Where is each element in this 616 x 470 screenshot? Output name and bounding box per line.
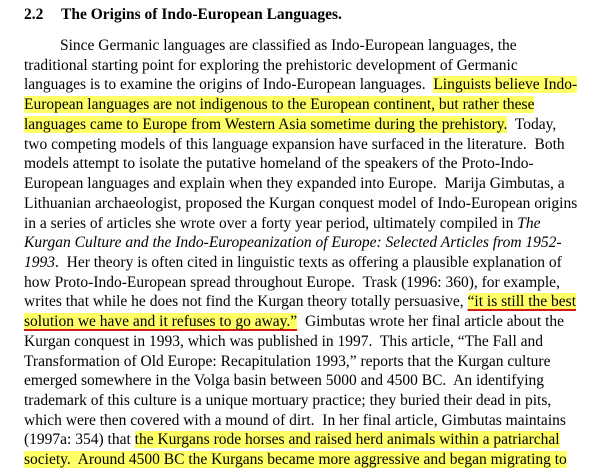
text-line [24,450,567,470]
text-segment: in a series of articles she wrote over a forty year period, ultimately compiled in [24,214,518,232]
text-segment: Lithuanian archaeologist, proposed the Kurgan conquest model of Indo-European origins [24,194,578,212]
text-line [24,371,544,391]
text-line [24,115,556,135]
text-line [60,36,517,56]
text-line [24,135,565,155]
highlighted-text: European languages are not indigenous to the European continent, but rather these [24,96,535,114]
text-segment: which were then covered with a mound of dirt. In her final article, Gimbutas maintains [24,411,566,429]
highlighted-text: “it is still the best [467,293,577,311]
text-line [24,411,566,431]
text-line [24,312,564,332]
text-segment: Kurgan conquest in 1993, which was published in 1997. This article, “The Fall and [24,332,544,350]
text-segment: traditional starting point for exploring the prehistoric development of Germanic [24,56,518,74]
text-segment: The [517,214,541,232]
text-segment: Transformation of Old Europe: Recapitulation 1993,” reports that the Kurgan culture [24,352,551,370]
text-segment: trademark of this culture is a unique mortuary practice; they buried their dead in pits, [24,392,552,409]
text-line [24,292,576,312]
highlighted-text: society. Around 4500 BC the Kurgans became more aggressive and began migrating to [24,451,567,469]
text-line [24,332,543,352]
text-segment: two competing models of this language expansion have surfaced in the literature. Both [24,135,565,153]
text-segment: emerged somewhere in the Volga basin between 5000 and 4500 BC. An identifying [24,372,545,390]
text-segment: (1997a: 354) that [24,431,135,449]
text-line [24,194,577,214]
text-line [24,273,560,293]
text-segment: Kurgan Culture and the Indo-Europeanization of Europe: Selected Articles from 1952- [24,234,562,252]
text-segment: European languages and explain when they expanded into Europe. Marija Gimbutas, a [24,175,565,192]
highlighted-text: Linguists believe Indo- [433,76,578,94]
text-segment: 1993 [24,253,55,271]
text-segment: Since Germanic languages are classified as Indo-European languages, the [60,37,517,54]
text-line [24,154,534,174]
text-line [24,233,562,253]
text-line [24,430,560,450]
text-line [24,56,518,76]
text-segment: languages is to examine the origins of Indo-European languages. [24,76,434,94]
text-line [24,214,541,234]
text-line [24,75,577,95]
section-heading [24,6,342,24]
text-segment: writes that while he does not find the Kurgan theory totally persuasive, [24,293,468,311]
text-segment: Today, [507,115,557,133]
text-segment: models attempt to isolate the putative homeland of the speakers of the Proto-Indo- [24,155,534,173]
section-number: 2.2 [24,6,44,23]
highlighted-text: solution we have and it refuses to go away.” [24,313,298,331]
text-line [24,253,562,273]
text-line [24,352,550,372]
text-segment: how Proto-Indo-European spread throughout Europe. Trask (1996: 360), for example, [24,273,560,291]
highlighted-text: the Kurgans rode horses and raised herd animals within a patriarchal [134,431,560,449]
section-title: The Origins of Indo-European Languages. [61,6,342,23]
text-line [24,95,534,115]
text-line [24,391,551,411]
highlighted-text: languages came to Europe from Western Asia sometime during the prehistory. [24,115,508,133]
text-segment: . Her theory is often cited in linguistic texts as offering a plausible explanation of [55,253,562,271]
text-segment: Gimbutas wrote her final article about the [297,313,565,331]
text-line [24,174,565,194]
